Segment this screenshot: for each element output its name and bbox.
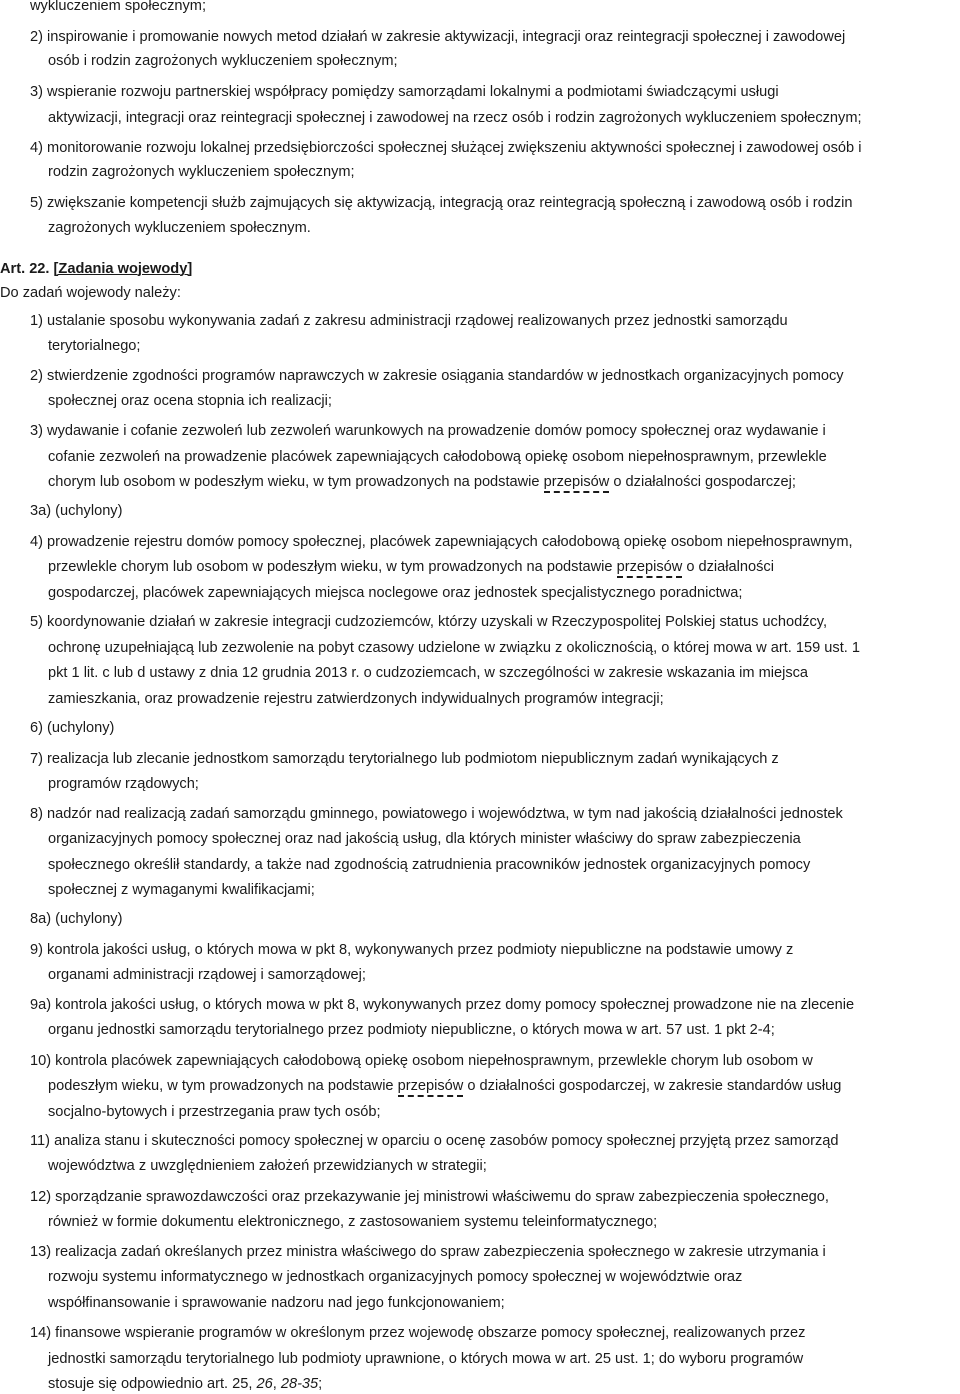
text-fragment: o działalności gospodarczej, w zakresie standardów usług [463, 1078, 842, 1094]
text-line: 9) kontrola jakości usług, o których mowa w pkt 8, wykonywanych przez podmioty niepubliczne na podstawie umowy z [30, 942, 794, 958]
text-line: osób i rodzin zagrożonych wykluczeniem społecznym; [48, 53, 398, 69]
text-line [48, 557, 774, 577]
text-fragment: podeszłym wieku, w tym prowadzonych na podstawie [48, 1078, 398, 1094]
text-fragment: chorym lub osobom w podeszłym wieku, w tym prowadzonych na podstawie [48, 474, 544, 490]
text-line: 9a) kontrola jakości usług, o których mowa w pkt 8, wykonywanych przez domy pomocy społecznej prowadzone nie na zlecenie [30, 997, 855, 1013]
text-line: 4) prowadzenie rejestru domów pomocy społecznej, placówek zapewniających całodobową opiekę osobom niepełnosprawnym, [30, 534, 853, 550]
text-line: 3) wspieranie rozwoju partnerskiej współpracy pomiędzy samorządami lokalnymi a podmiotami świadczącymi usługi [30, 84, 779, 100]
text-line: 8) nadzór nad realizacją zadań samorządu gminnego, powiatowego i województwa, w tym nad jakością działalności jednostek [30, 806, 843, 822]
text-line: jednostki samorządu terytorialnego lub podmioty uprawnione, o których mowa w art. 25 ust. 1; do wyboru programów [48, 1351, 804, 1367]
text-line: organu jednostki samorządu terytorialnego przez podmioty niepubliczne, o których mowa w art. 57 ust. 1 pkt 2-4; [48, 1022, 775, 1038]
text-line: organizacyjnych pomocy społecznej oraz nad jakością usług, dla których minister właściwy do spraw zabezpieczenia [48, 831, 801, 847]
text-line: 12) sporządzanie sprawozdawczości oraz przekazywanie jej ministrowi właściwemu do spraw zabezpieczenia społecznego, [30, 1189, 829, 1205]
text-line: społecznego określił standardy, a także nad zgodnością zatrudnienia pracowników jednostek organizacyjnych pomocy [48, 857, 811, 873]
text-line: cofanie zezwoleń na prowadzenie placówek zapewniających całodobową opiekę osobom niepełnosprawnym, przewlekle [48, 449, 827, 465]
text-line: ochronę uzupełniającą lub zezwolenie na pobyt czasowy udzielone w związku z okolicznością, o której mowa w art. 159 ust. 1 [48, 640, 861, 656]
text-line: 1) ustalanie sposobu wykonywania zadań z zakresu administracji rządowej realizowanych przez jednostki samorządu [30, 313, 788, 329]
text-line: 2) stwierdzenie zgodności programów naprawczych w zakresie osiągania standardów w jednostkach organizacyjnych pomocy [30, 368, 844, 384]
text-fragment: o działalności gospodarczej; [609, 474, 796, 490]
article-intro: Do zadań wojewody należy: [0, 285, 181, 301]
text-line: organami administracji rządowej i samorządowej; [48, 967, 366, 983]
legal-reference-link[interactable]: przepisów [398, 1078, 464, 1097]
text-line: gospodarczej, placówek zapewniających miejsca noclegowe oraz jednostek specjalistycznego poradnictwa; [48, 585, 743, 601]
text-line: województwa z uwzględnieniem założeń przewidzianych w strategii; [48, 1158, 487, 1174]
text-line: aktywizacji, integracji oraz reintegracji społecznej i zawodowej na rzecz osób i rodzin zagrożonych wykluczeniem społecznym; [48, 110, 862, 126]
text-line: 5) koordynowanie działań w zakresie integracji cudzoziemców, którzy uzyskali w Rzeczypospolitej Polskiej status uchodźcy, [30, 614, 828, 630]
article-title: [Zadania wojewody] [53, 261, 193, 277]
text-line: 2) inspirowanie i promowanie nowych metod działań w zakresie aktywizacji, integracji oraz reintegracji społecznej i zawodowej [30, 29, 846, 45]
text-line: 5) zwiększanie kompetencji służb zajmujących się aktywizacją, integracją oraz reintegracją społeczną i zawodową osób i rodzin [30, 195, 853, 211]
text-fragment: , [272, 1376, 281, 1392]
text-line: zagrożonych wykluczeniem społecznym. [48, 220, 311, 236]
text-line: społecznej oraz ocena stopnia ich realizacji; [48, 393, 332, 409]
text-line: rozwoju systemu informatycznego w jednostkach organizacyjnych pomocy społecznej w województwie oraz [48, 1269, 743, 1285]
text-line: współfinansowanie i sprawowanie nadzoru nad jego funkcjonowaniem; [48, 1295, 505, 1311]
text-line: 14) finansowe wspieranie programów w określonym przez wojewodę obszarze pomocy społecznej, realizowanych przez [30, 1325, 806, 1341]
legal-reference-link[interactable]: przepisów [617, 559, 683, 578]
text-line: 10) kontrola placówek zapewniających całodobową opiekę osobom niepełnosprawnym, przewlekle chorym lub osobom w [30, 1053, 813, 1069]
article-reference: 26 [256, 1376, 273, 1392]
legal-reference-link[interactable]: przepisów [544, 474, 610, 493]
text-line [48, 1374, 322, 1394]
text-line: również w formie dokumentu elektronicznego, z zastosowaniem systemu teleinformatycznego; [48, 1214, 658, 1230]
text-line [48, 1076, 841, 1096]
text-line: terytorialnego; [48, 338, 141, 354]
text-line: 8a) (uchylony) [30, 911, 123, 927]
text-fragment: o działalności [682, 559, 774, 575]
text-line: 3a) (uchylony) [30, 503, 123, 519]
text-line: pkt 1 lit. c lub d ustawy z dnia 12 grudnia 2013 r. o cudzoziemcach, w szczególności w zakresie wskazania im miejsca [48, 665, 809, 681]
article-reference: 28-35 [280, 1376, 319, 1392]
text-line: wykluczeniem społecznym; [30, 0, 206, 14]
text-line: socjalno-bytowych i przestrzegania praw tych osób; [48, 1104, 381, 1120]
text-line: zamieszkania, oraz prowadzenie rejestru zatwierdzonych indywidualnych programów integracji; [48, 691, 664, 707]
text-line: społecznej z wymaganymi kwalifikacjami; [48, 882, 315, 898]
text-line: rodzin zagrożonych wykluczeniem społecznym; [48, 164, 355, 180]
text-line: 13) realizacja zadań określanych przez ministra właściwego do spraw zabezpieczenia społecznego w zakresie utrzymania i [30, 1244, 826, 1260]
text-fragment: ; [318, 1376, 323, 1392]
text-line: programów rządowych; [48, 776, 199, 792]
article-number: Art. 22. [0, 261, 50, 277]
text-fragment: przewlekle chorym lub osobom w podeszłym wieku, w tym prowadzonych na podstawie [48, 559, 617, 575]
text-line: 11) analiza stanu i skuteczności pomocy społecznej w oparciu o ocenę zasobów pomocy społecznej przyjętą przez samorząd [30, 1133, 839, 1149]
text-line: 4) monitorowanie rozwoju lokalnej przedsiębiorczości społecznej służącej zwiększeniu aktywności społecznej i zawodowej osób i [30, 140, 862, 156]
text-line [48, 472, 796, 492]
text-fragment: stosuje się odpowiednio art. 25, [48, 1376, 257, 1392]
text-line: 3) wydawanie i cofanie zezwoleń lub zezwoleń warunkowych na prowadzenie domów pomocy społecznej oraz wydawanie i [30, 423, 826, 439]
article-heading [0, 259, 192, 279]
text-line: 7) realizacja lub zlecanie jednostkom samorządu terytorialnego lub podmiotom niepublicznym zadań wynikających z [30, 751, 779, 767]
text-line: 6) (uchylony) [30, 720, 115, 736]
